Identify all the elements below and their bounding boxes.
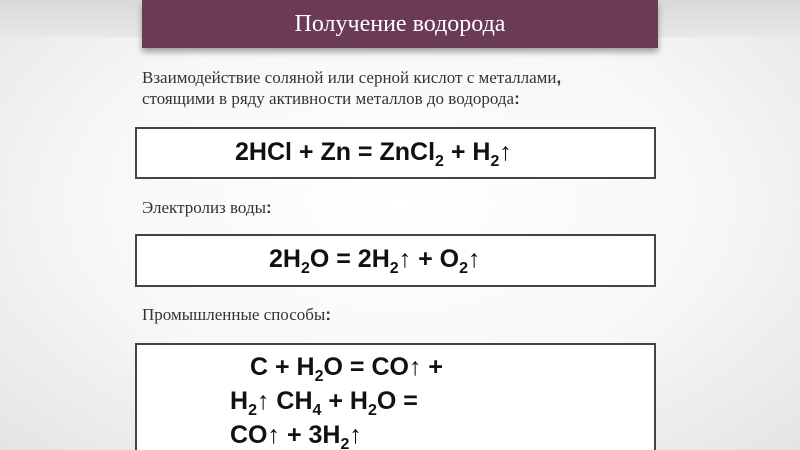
eq2-part: 2H xyxy=(269,245,301,273)
section2-end: : xyxy=(266,198,272,217)
equation3-box xyxy=(135,343,656,450)
section3-label xyxy=(142,304,331,325)
eq3-subscript: 4 xyxy=(312,402,322,419)
equation1 xyxy=(235,138,512,170)
section3-end: : xyxy=(325,305,332,324)
eq3-part: O = xyxy=(376,387,418,415)
section2-text: Электролиз воды xyxy=(142,198,267,217)
eq1-arrow: ↑ xyxy=(499,138,512,166)
slide-title: Получение водорода xyxy=(294,10,506,37)
equation2-box xyxy=(135,234,656,287)
section3-text: Промышленные способы xyxy=(142,305,326,324)
equation3-line1 xyxy=(250,351,443,384)
eq3-part: CO↑ + 3H xyxy=(230,421,341,449)
eq1-part: + H xyxy=(443,138,491,166)
eq2-part: ↑ + O xyxy=(398,245,460,273)
eq3-part: O = CO↑ + xyxy=(323,353,443,381)
eq3-part: ↑ xyxy=(349,421,362,449)
eq3-part: ↑ CH xyxy=(256,387,313,415)
eq3-part: H xyxy=(230,387,249,415)
equation1-box xyxy=(135,127,656,179)
eq1-subscript: 2 xyxy=(435,153,444,170)
eq3-part: C + H xyxy=(250,353,315,381)
eq2-subscript: 2 xyxy=(300,260,310,277)
eq3-subscript: 2 xyxy=(367,402,377,419)
eq2-subscript: 2 xyxy=(459,260,469,277)
eq2-arrow: ↑ xyxy=(468,245,481,273)
section1-line2-end: : xyxy=(514,89,520,108)
eq2-subscript: 2 xyxy=(389,260,399,277)
equation3-line3 xyxy=(230,419,362,450)
eq1-subscript: 2 xyxy=(490,153,500,170)
eq1-part: 2HCl + Zn = ZnCl xyxy=(235,138,436,166)
section1-line1: Взаимодействие соляной или серной кислот с металлами xyxy=(142,68,557,87)
title-bar xyxy=(142,0,658,48)
equation2 xyxy=(269,245,481,277)
equation3-line2 xyxy=(230,385,418,418)
section2-label xyxy=(142,197,272,218)
eq2-part: O = 2H xyxy=(309,245,390,273)
section1-line1-end: , xyxy=(556,68,562,87)
eq3-subscript: 2 xyxy=(314,368,324,385)
section1-label xyxy=(142,67,561,109)
eq3-subscript: 2 xyxy=(248,402,257,419)
eq3-part: + H xyxy=(321,387,368,415)
eq3-subscript: 2 xyxy=(340,436,350,450)
section1-line2: стоящими в ряду активности металлов до водорода xyxy=(142,89,515,108)
